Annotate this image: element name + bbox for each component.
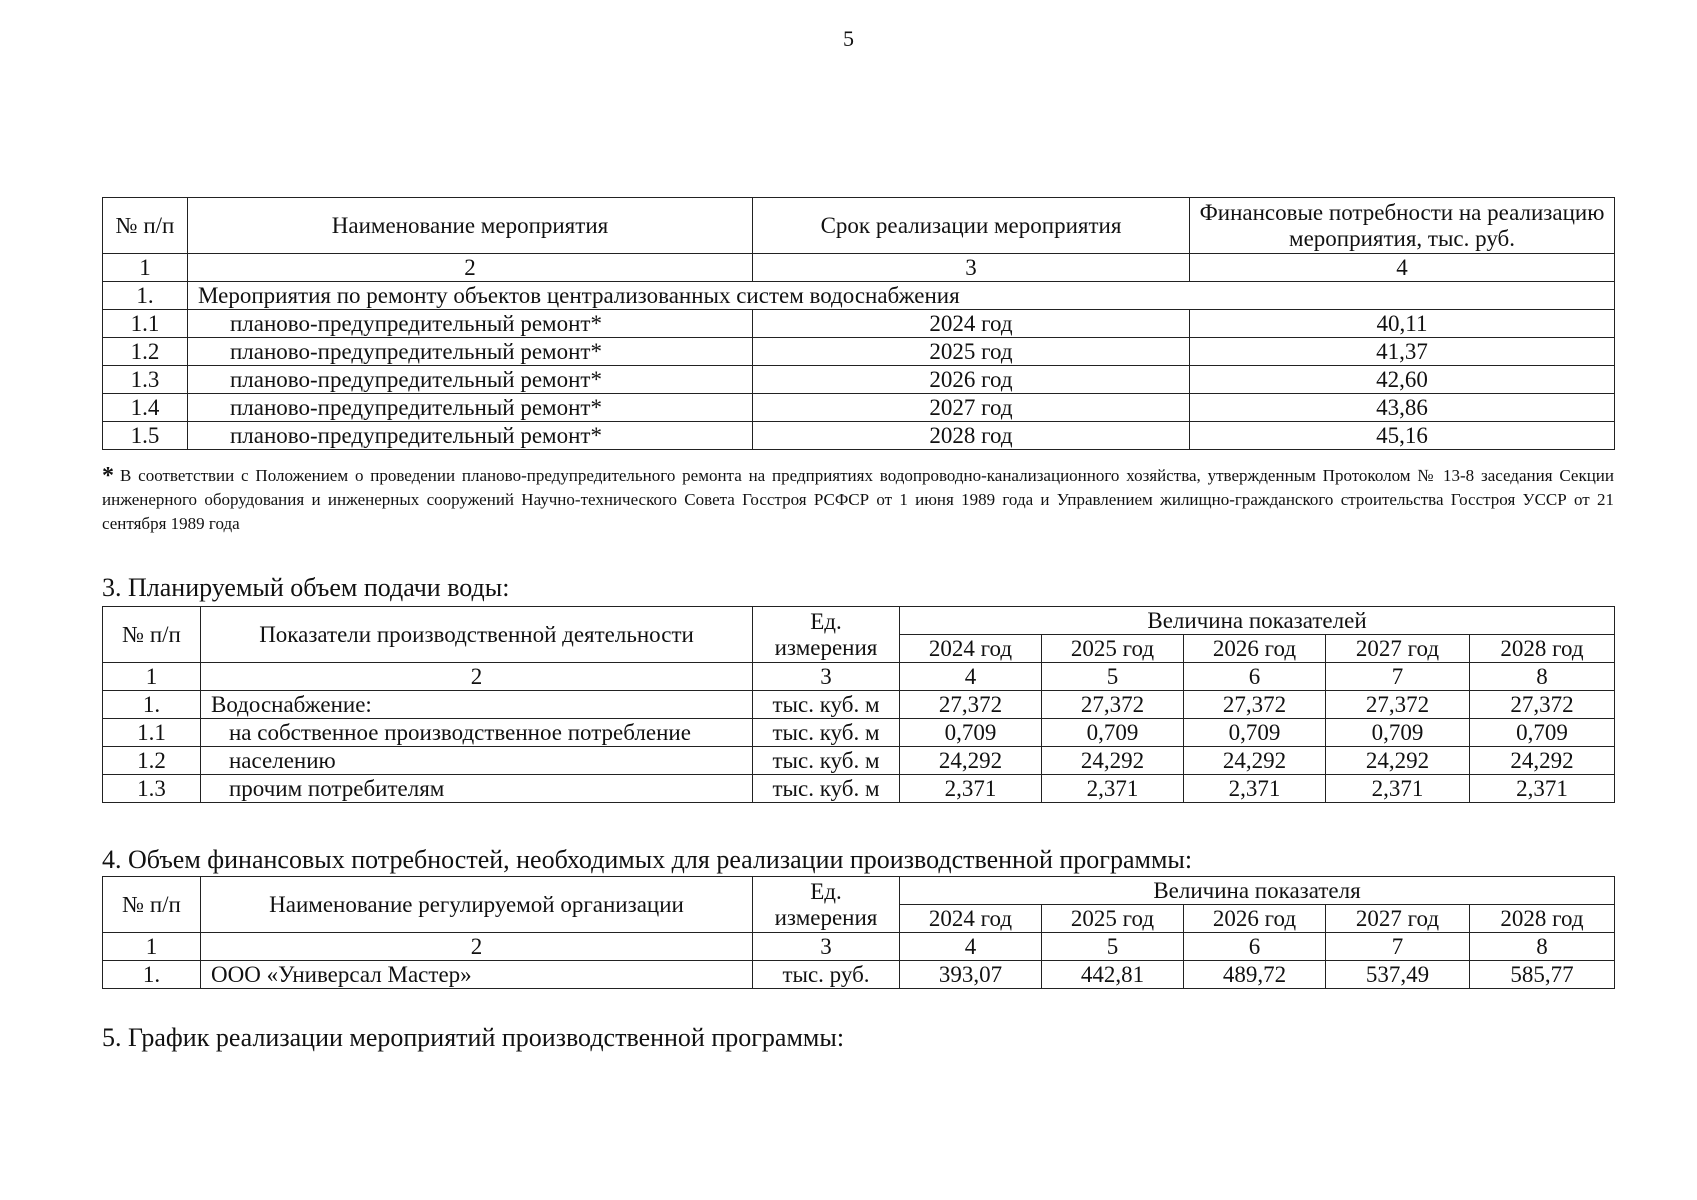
row-num: 1.	[103, 282, 188, 310]
year-header: 2025 год	[1042, 635, 1184, 663]
footnote	[102, 464, 1614, 536]
table-header-row	[103, 607, 1615, 635]
group-row	[103, 282, 1615, 310]
col-number: 4	[900, 933, 1042, 961]
column-number-row	[103, 254, 1615, 282]
col-number: 1	[103, 663, 201, 691]
row-name: ООО «Универсал Мастер»	[201, 961, 753, 989]
col-number: 3	[753, 663, 900, 691]
year-header: 2024 год	[900, 635, 1042, 663]
year-header: 2026 год	[1184, 635, 1326, 663]
row-term: 2028 год	[753, 422, 1190, 450]
table-row	[103, 422, 1615, 450]
col-number: 7	[1326, 663, 1470, 691]
section-heading: 3. Планируемый объем подачи воды:	[102, 573, 510, 602]
col-header-unit: Ед. измерения	[753, 877, 900, 933]
col-header-num: № п/п	[103, 607, 201, 663]
col-number: 6	[1184, 933, 1326, 961]
col-header-cost: Финансовые потребности на реализацию мероприятия, тыс. руб.	[1190, 198, 1615, 254]
row-term: 2027 год	[753, 394, 1190, 422]
water-supply-table	[102, 606, 1615, 803]
table-row	[103, 719, 1615, 747]
financial-needs-table	[102, 876, 1615, 989]
row-unit: тыс. куб. м	[753, 747, 900, 775]
row-value: 2,371	[1470, 775, 1615, 803]
col-number: 3	[753, 254, 1190, 282]
col-header-values: Величина показателя	[900, 877, 1615, 905]
col-number: 4	[900, 663, 1042, 691]
year-header: 2024 год	[900, 905, 1042, 933]
col-header-unit: Ед. измерения	[753, 607, 900, 663]
year-header: 2025 год	[1042, 905, 1184, 933]
year-header: 2027 год	[1326, 635, 1470, 663]
row-num: 1.1	[103, 719, 201, 747]
year-header: 2028 год	[1470, 905, 1615, 933]
row-value: 2,371	[1042, 775, 1184, 803]
row-num: 1.	[103, 691, 201, 719]
row-name: прочим потребителям	[201, 775, 753, 803]
row-name: на собственное производственное потребление	[201, 719, 753, 747]
row-unit: тыс. руб.	[753, 961, 900, 989]
col-header-num: № п/п	[103, 198, 188, 254]
row-value: 393,07	[900, 961, 1042, 989]
col-number: 8	[1470, 663, 1615, 691]
row-num: 1.3	[103, 366, 188, 394]
row-cost: 41,37	[1190, 338, 1615, 366]
row-value: 537,49	[1326, 961, 1470, 989]
row-value: 0,709	[1184, 719, 1326, 747]
column-number-row	[103, 663, 1615, 691]
col-header-name: Наименование регулируемой организации	[201, 877, 753, 933]
row-term: 2024 год	[753, 310, 1190, 338]
row-cost: 42,60	[1190, 366, 1615, 394]
col-header-name: Показатели производственной деятельности	[201, 607, 753, 663]
group-name: Мероприятия по ремонту объектов централизованных систем водоснабжения	[188, 282, 1615, 310]
row-num: 1.1	[103, 310, 188, 338]
year-header: 2028 год	[1470, 635, 1615, 663]
col-header-term: Срок реализации мероприятия	[753, 198, 1190, 254]
footnote-marker: *	[102, 463, 114, 489]
table-row	[103, 691, 1615, 719]
row-cost: 43,86	[1190, 394, 1615, 422]
repair-activities-table	[102, 197, 1615, 450]
row-value: 27,372	[1470, 691, 1615, 719]
section-heading: 4. Объем финансовых потребностей, необходимых для реализации производственной программы:	[102, 845, 1193, 874]
table-header-row	[103, 877, 1615, 905]
row-value: 0,709	[900, 719, 1042, 747]
row-unit: тыс. куб. м	[753, 719, 900, 747]
col-number: 2	[201, 933, 753, 961]
year-header: 2027 год	[1326, 905, 1470, 933]
row-value: 24,292	[1326, 747, 1470, 775]
col-number: 1	[103, 254, 188, 282]
col-number: 2	[201, 663, 753, 691]
table-row	[103, 310, 1615, 338]
table-row	[103, 775, 1615, 803]
row-cost: 40,11	[1190, 310, 1615, 338]
row-name: планово-предупредительный ремонт*	[188, 366, 753, 394]
row-value: 27,372	[1184, 691, 1326, 719]
row-cost: 45,16	[1190, 422, 1615, 450]
row-num: 1.2	[103, 747, 201, 775]
row-term: 2026 год	[753, 366, 1190, 394]
page-number: 5	[843, 26, 854, 51]
table-header-row	[103, 198, 1615, 254]
column-number-row	[103, 933, 1615, 961]
row-value: 24,292	[1042, 747, 1184, 775]
col-number: 5	[1042, 933, 1184, 961]
col-number: 8	[1470, 933, 1615, 961]
year-header: 2026 год	[1184, 905, 1326, 933]
row-value: 489,72	[1184, 961, 1326, 989]
col-number: 2	[188, 254, 753, 282]
col-number: 5	[1042, 663, 1184, 691]
row-name: планово-предупредительный ремонт*	[188, 310, 753, 338]
row-value: 27,372	[900, 691, 1042, 719]
col-number: 7	[1326, 933, 1470, 961]
row-value: 442,81	[1042, 961, 1184, 989]
footnote-text: В соответствии с Положением о проведении планово-предупредительного ремонта на предприятиях водопроводно-канализационного хозяйства, утвержденным Протоколом № 13-8 заседания Секции инженерного оборудования и инженерных сооружений Научно-технического Совета Госстроя РСФСР от 1 июня 1989 года и Управлением жилищно-гражданского строительства Госстроя УССР от 21 сентября 1989 года	[102, 466, 1614, 533]
col-number: 3	[753, 933, 900, 961]
table-row	[103, 961, 1615, 989]
row-value: 2,371	[1326, 775, 1470, 803]
row-name: планово-предупредительный ремонт*	[188, 338, 753, 366]
row-value: 585,77	[1470, 961, 1615, 989]
row-num: 1.3	[103, 775, 201, 803]
table-row	[103, 747, 1615, 775]
row-unit: тыс. куб. м	[753, 691, 900, 719]
section-heading: 5. График реализации мероприятий производственной программы:	[102, 1023, 845, 1052]
row-value: 24,292	[1470, 747, 1615, 775]
row-num: 1.	[103, 961, 201, 989]
row-value: 0,709	[1470, 719, 1615, 747]
row-value: 2,371	[900, 775, 1042, 803]
col-header-name: Наименование мероприятия	[188, 198, 753, 254]
row-value: 0,709	[1326, 719, 1470, 747]
row-term: 2025 год	[753, 338, 1190, 366]
row-num: 1.4	[103, 394, 188, 422]
row-num: 1.2	[103, 338, 188, 366]
table-row	[103, 338, 1615, 366]
col-header-num: № п/п	[103, 877, 201, 933]
col-number: 1	[103, 933, 201, 961]
table-row	[103, 366, 1615, 394]
table-row	[103, 394, 1615, 422]
row-unit: тыс. куб. м	[753, 775, 900, 803]
col-number: 4	[1190, 254, 1615, 282]
col-header-values: Величина показателей	[900, 607, 1615, 635]
row-name: планово-предупредительный ремонт*	[188, 394, 753, 422]
col-number: 6	[1184, 663, 1326, 691]
row-value: 24,292	[1184, 747, 1326, 775]
row-value: 24,292	[900, 747, 1042, 775]
row-name: населению	[201, 747, 753, 775]
row-name: Водоснабжение:	[201, 691, 753, 719]
row-value: 2,371	[1184, 775, 1326, 803]
row-value: 0,709	[1042, 719, 1184, 747]
row-value: 27,372	[1326, 691, 1470, 719]
row-value: 27,372	[1042, 691, 1184, 719]
row-name: планово-предупредительный ремонт*	[188, 422, 753, 450]
row-num: 1.5	[103, 422, 188, 450]
